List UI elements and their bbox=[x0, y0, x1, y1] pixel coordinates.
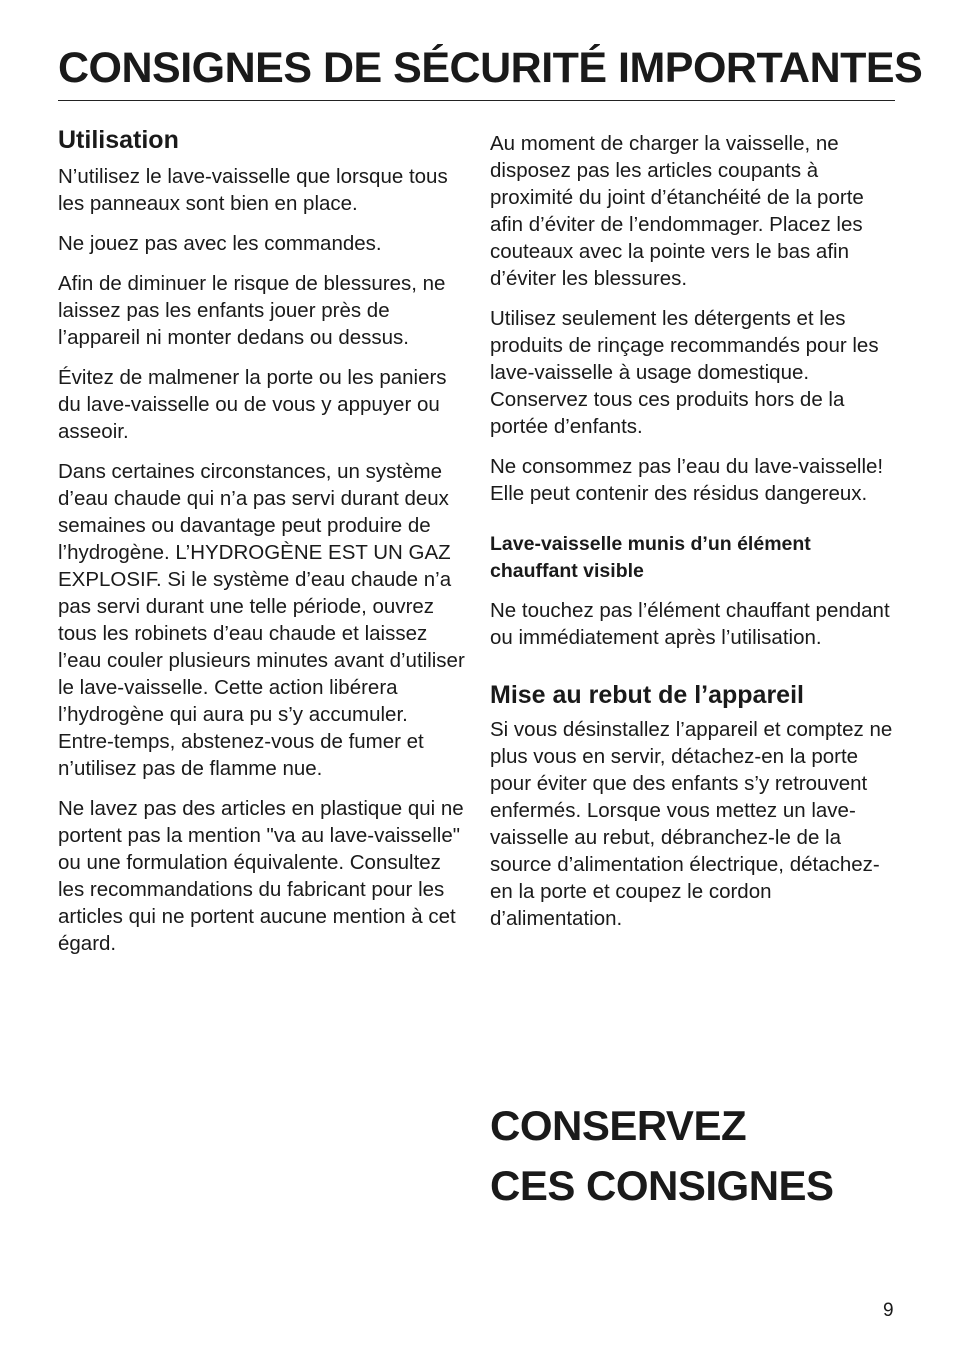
left-column bbox=[58, 123, 468, 970]
paragraph: Ne consommez pas l’eau du lave-vaisselle! Elle peut contenir des résidus dangereux. bbox=[490, 455, 884, 505]
paragraph: Au moment de charger la vaisselle, ne disposez pas les articles coupants à proximité du joint d’étanchéité de la porte afin d’éviter de l’endommager. Placez les couteaux avec la pointe vers le bas afin d’éviter les blessures. bbox=[490, 132, 864, 290]
paragraph: Ne jouez pas avec les commandes. bbox=[58, 232, 382, 255]
right-column bbox=[490, 130, 900, 945]
paragraph: Utilisez seulement les détergents et les produits de rinçage recommandés pour les lave-vaisselle à usage domestique. Conservez tous ces produits hors de la portée d’enfants. bbox=[490, 307, 879, 438]
page-title: CONSIGNES DE SÉCURITÉ IMPORTANTES bbox=[58, 44, 923, 92]
keep-instructions-banner bbox=[490, 1096, 910, 1216]
paragraph: Évitez de malmener la porte ou les paniers du lave-vaisselle ou de vous y appuyer ou asseoir. bbox=[58, 366, 447, 443]
paragraph: Dans certaines circonstances, un système d’eau chaude qui n’a pas servi durant deux semaines ou davantage peut produire de l’hydrogène. L’HYDROGÈNE EST UN GAZ EXPLOSIF. Si le système d’eau chaude n’a pas servi durant une telle période, ouvrez tous les robinets d’eau chaude et laissez l’eau couler plusieurs minutes avant d’utiliser le lave-vaisselle. Cette action libérera l’hydrogène qui aura pu s’y accumuler. Entre-temps, abstenez-vous de fumer et n’utilisez pas de flamme nue. bbox=[58, 460, 465, 780]
section-heading-disposal: Mise au rebut de l’appareil bbox=[490, 681, 804, 709]
section-heading-utilisation: Utilisation bbox=[58, 126, 179, 154]
page-number: 9 bbox=[883, 1300, 894, 1321]
paragraph: Ne touchez pas l’élément chauffant pendant ou immédiatement après l’utilisation. bbox=[490, 599, 890, 649]
paragraph: Si vous désinstallez l’appareil et comptez ne plus vous en servir, détachez-en la porte pour éviter que des enfants s’y retrouvent enfermés. Lorsque vous mettez un lave-vaisselle au rebut, débranchez-le de la source d’alimentation électrique, détachez-en la porte et coupez le cordon d’alimentation. bbox=[490, 718, 893, 930]
title-divider bbox=[58, 100, 895, 101]
paragraph: N’utilisez le lave-vaisselle que lorsque tous les panneaux sont bien en place. bbox=[58, 165, 448, 215]
paragraph: Ne lavez pas des articles en plastique qui ne portent pas la mention "va au lave-vaisselle" ou une formulation équivalente. Consultez les recommandations du fabricant pour les articles qui ne portent aucune mention à cet égard. bbox=[58, 797, 464, 955]
paragraph: Afin de diminuer le risque de blessures, ne laissez pas les enfants jouer près de l’appareil ni monter dedans ou dessus. bbox=[58, 272, 446, 349]
subheading-heating-element: Lave-vaisselle munis d’un élément chauffant visible bbox=[490, 533, 811, 582]
banner-line-2: CES CONSIGNES bbox=[490, 1162, 834, 1209]
banner-line-1: CONSERVEZ bbox=[490, 1102, 747, 1149]
